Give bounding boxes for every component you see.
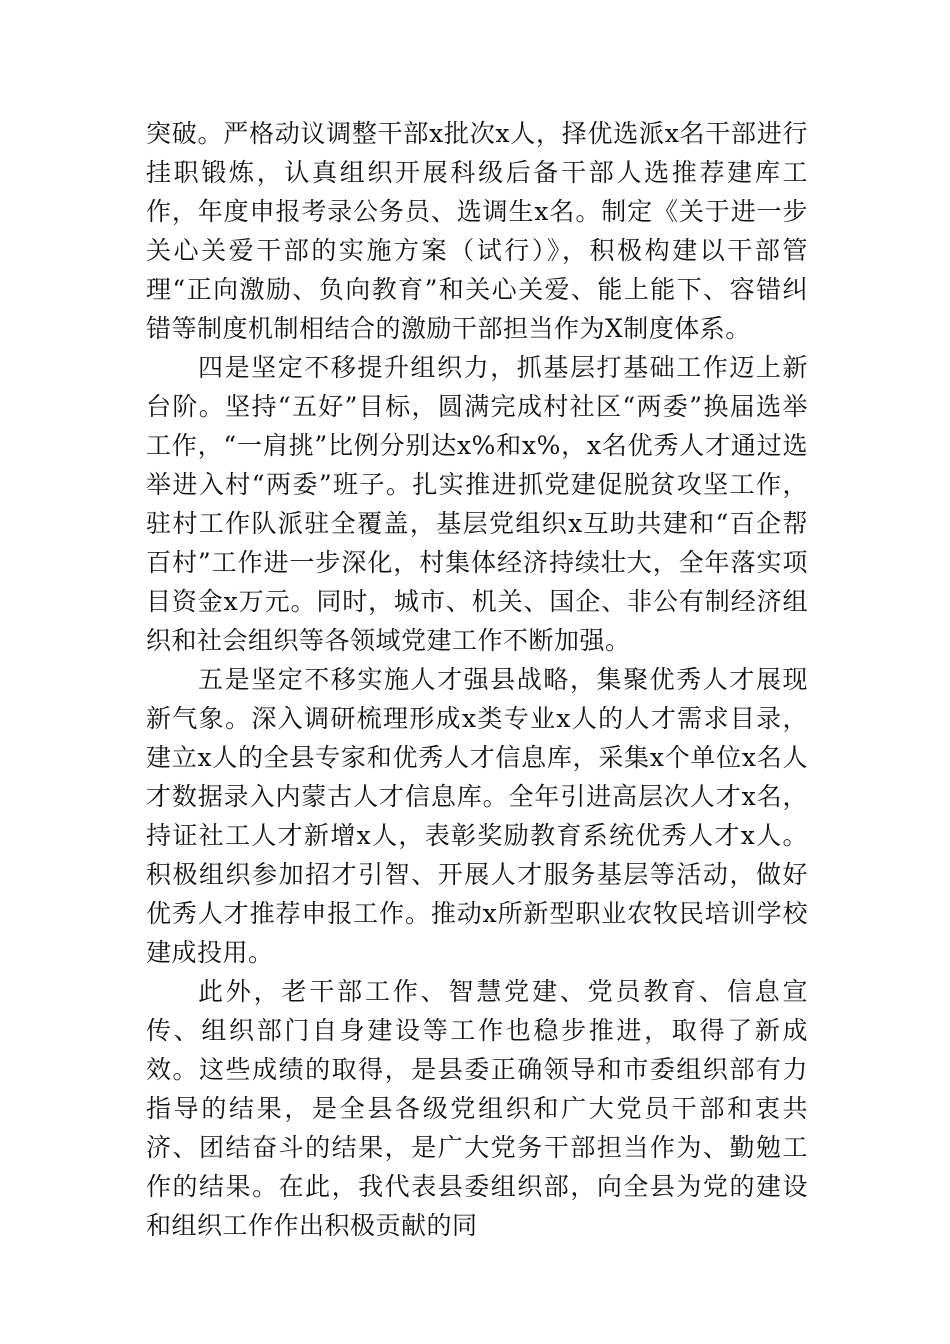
paragraph-3: 五是坚定不移实施人才强县战略，集聚优秀人才展现新气象。深入调研梳理形成x类专业x人的人才需求目录，建立x人的全县专家和优秀人才信息库，采集x个单位x名人才数据录入内蒙古人才信息库。全年引进高层次人才x名，持证社工人才新增x人，表彰奖励教育系统优秀人才x人。积极组织参加招才引智、开展人才服务基层等活动，做好优秀人才推荐申报工作。推动x所新型职业农牧民培训学校建成投用。 (146, 665, 808, 967)
document-body (146, 114, 808, 1245)
paragraph-4: 此外，老干部工作、智慧党建、党员教育、信息宣传、组织部门自身建设等工作也稳步推进，取得了新成效。这些成绩的取得，是县委正确领导和市委组织部有力指导的结果，是全县各级党组织和广大党员干部和衷共济、团结奋斗的结果，是广大党务干部担当作为、勤勉工作的结果。在此，我代表县委组织部，向全县为党的建设和组织工作作出积极贡献的同 (146, 977, 808, 1240)
paragraph-2: 四是坚定不移提升组织力，抓基层打基础工作迈上新台阶。坚持“五好”目标，圆满完成村社区“两委”换届选举工作，“一肩挑”比例分别达x%和x%，x名优秀人才通过选举进入村“两委”班子。扎实推进抓党建促脱贫攻坚工作，驻村工作队派驻全覆盖，基层党组织x互助共建和“百企帮百村”工作进一步深化，村集体经济持续壮大，全年落实项目资金x万元。同时，城市、机关、国企、非公有制经济组织和社会组织等各领域党建工作不断加强。 (146, 353, 808, 655)
paragraph-1: 突破。严格动议调整干部x批次x人，择优选派x名干部进行挂职锻炼，认真组织开展科级后备干部人选推荐建库工作，年度申报考录公务员、选调生x名。制定《关于进一步关心关爱干部的实施方案（试行）》，积极构建以干部管理“正向激励、负向教育”和关心关爱、能上能下、容错纠错等制度机制相结合的激励干部担当作为X制度体系。 (146, 119, 808, 343)
